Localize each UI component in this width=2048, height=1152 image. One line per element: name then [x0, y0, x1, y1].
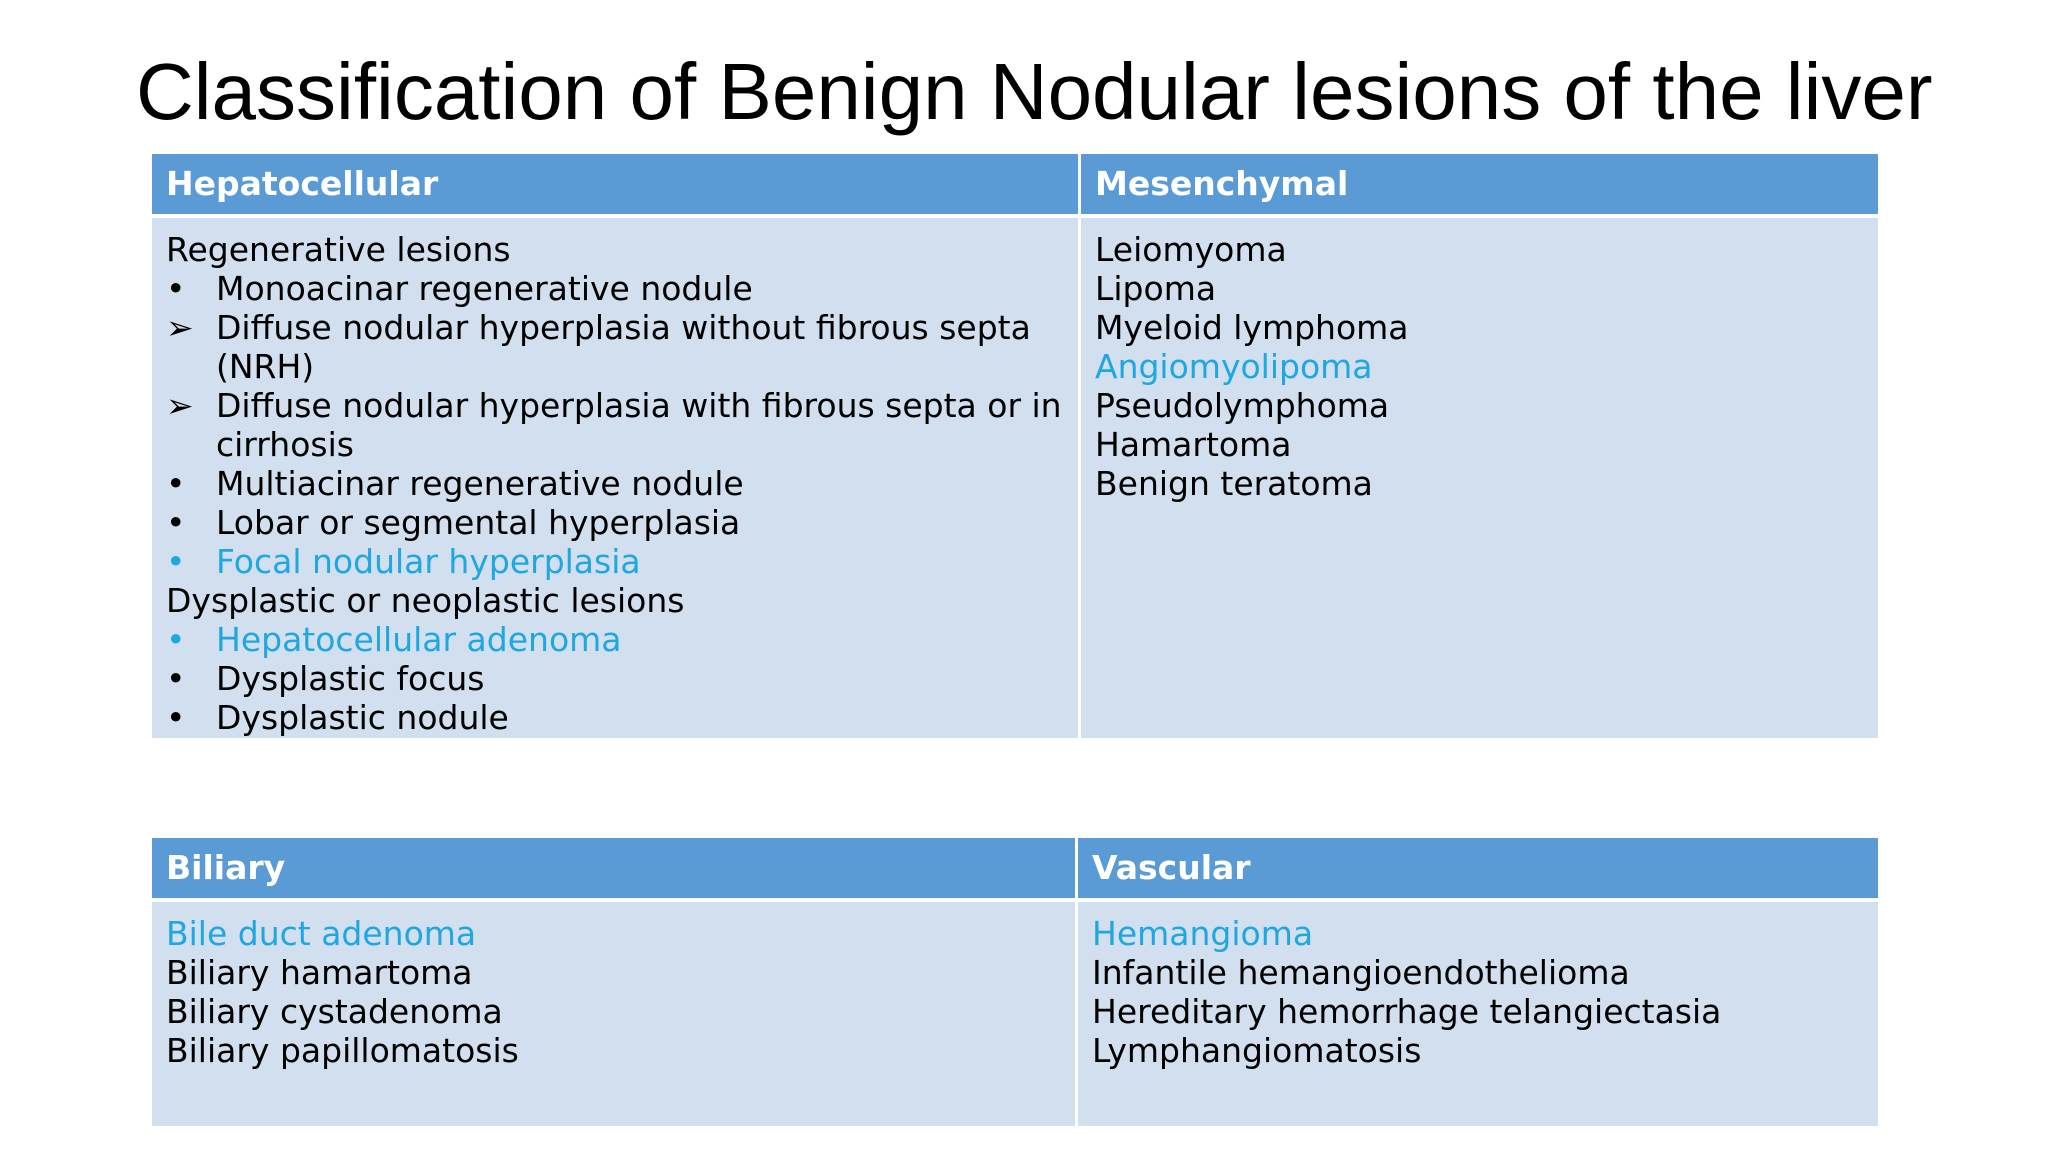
- group-heading: Regenerative lesions: [166, 230, 511, 269]
- list-item: Benign teratoma: [1095, 464, 1373, 503]
- arrow-bullet-icon: ➢: [166, 386, 194, 425]
- bullet-icon: •: [166, 464, 186, 503]
- list-item: Hereditary hemorrhage telangiectasia: [1092, 992, 1722, 1031]
- list-item-text: Diffuse nodular hyperplasia without fibrous septa: [216, 308, 1031, 347]
- slide-title: Classification of Benign Nodular lesions of the liver: [136, 47, 1933, 136]
- list-item: Lipoma: [1095, 269, 1217, 308]
- list-item: Lymphangiomatosis: [1092, 1031, 1422, 1070]
- header-mesenchymal: Mesenchymal: [1081, 154, 1878, 214]
- cell-vascular: [1078, 898, 1878, 1126]
- list-item-highlighted: [166, 620, 1064, 659]
- list-item: [166, 659, 1064, 698]
- header-vascular: Vascular: [1078, 838, 1878, 898]
- list-item-highlighted: Bile duct adenoma: [166, 914, 477, 953]
- list-item-highlighted: Angiomyolipoma: [1095, 347, 1373, 386]
- bullet-icon: •: [166, 659, 186, 698]
- list-item-text: Dysplastic focus: [216, 659, 485, 698]
- list-item: Biliary cystadenoma: [166, 992, 503, 1031]
- list-item: [166, 503, 1064, 542]
- arrow-bullet-icon: ➢: [166, 308, 194, 347]
- list-item: [166, 698, 1064, 737]
- group-heading: Dysplastic or neoplastic lesions: [166, 581, 685, 620]
- list-item: [166, 464, 1064, 503]
- table-hepatocellular-mesenchymal: [152, 154, 1878, 738]
- list-item: [166, 386, 1064, 425]
- bullet-icon: •: [166, 620, 186, 659]
- list-item-text: Lobar or segmental hyperplasia: [216, 503, 741, 542]
- table-biliary-vascular: [152, 838, 1878, 1126]
- list-item-highlighted: Hemangioma: [1092, 914, 1314, 953]
- list-item: Biliary papillomatosis: [166, 1031, 519, 1070]
- list-item: [166, 269, 1064, 308]
- list-item: Biliary hamartoma: [166, 953, 473, 992]
- bullet-icon: •: [166, 542, 186, 581]
- bullet-icon: •: [166, 698, 186, 737]
- list-item-text: Multiacinar regenerative nodule: [216, 464, 744, 503]
- list-item-continuation: (NRH): [216, 347, 315, 386]
- cell-mesenchymal: [1081, 214, 1878, 738]
- header-hepatocellular: Hepatocellular: [152, 154, 1081, 214]
- list-item-text: Diffuse nodular hyperplasia with fibrous septa or in: [216, 386, 1062, 425]
- list-item: Leiomyoma: [1095, 230, 1287, 269]
- list-item-text: Hepatocellular adenoma: [216, 620, 622, 659]
- list-item: [166, 308, 1064, 347]
- list-item-highlighted: [166, 542, 1064, 581]
- list-item: Infantile hemangioendothelioma: [1092, 953, 1630, 992]
- list-item: Myeloid lymphoma: [1095, 308, 1409, 347]
- cell-biliary: [152, 898, 1078, 1126]
- header-biliary: Biliary: [152, 838, 1078, 898]
- list-item-text: Monoacinar regenerative nodule: [216, 269, 753, 308]
- list-item: Hamartoma: [1095, 425, 1292, 464]
- list-item-continuation: cirrhosis: [216, 425, 354, 464]
- cell-hepatocellular: [152, 214, 1081, 738]
- list-item: Pseudolymphoma: [1095, 386, 1390, 425]
- bullet-icon: •: [166, 269, 186, 308]
- bullet-icon: •: [166, 503, 186, 542]
- list-item-text: Focal nodular hyperplasia: [216, 542, 641, 581]
- list-item-text: Dysplastic nodule: [216, 698, 509, 737]
